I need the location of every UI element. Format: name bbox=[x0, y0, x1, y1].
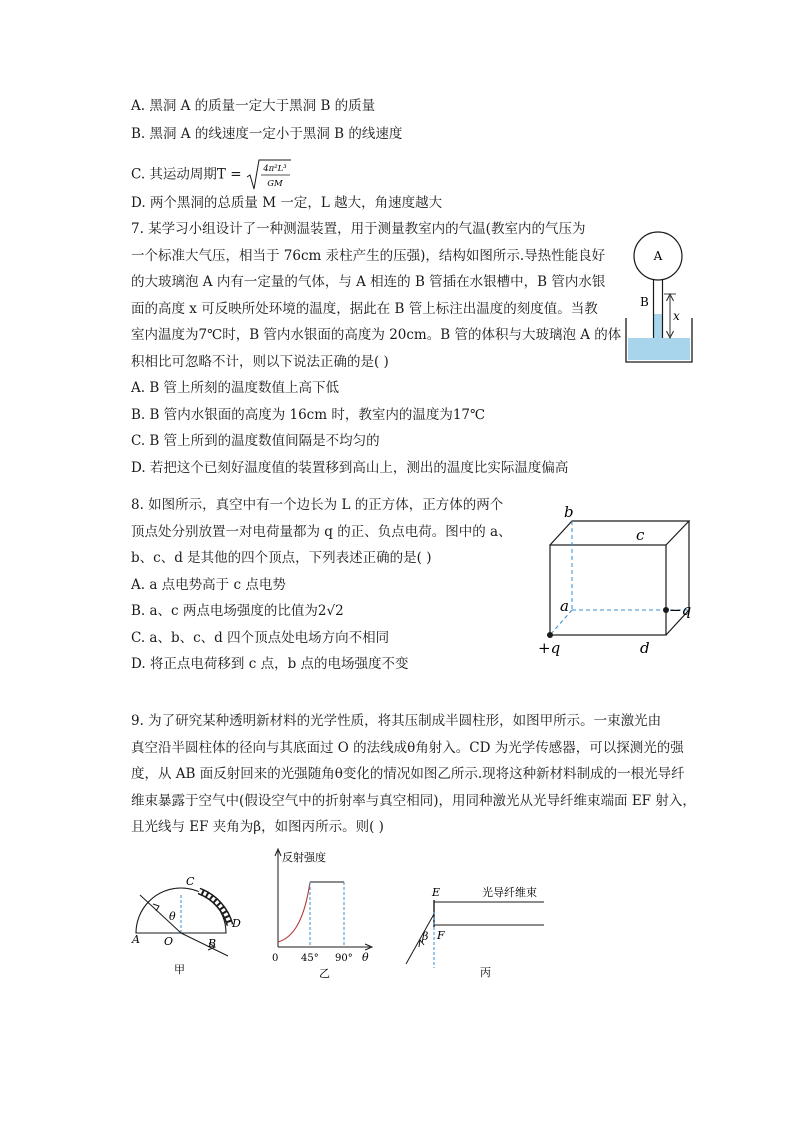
q7-option-a: A. B 管上所刻的温度数值上高下低 bbox=[131, 380, 340, 396]
tick-90-label: 90° bbox=[335, 953, 353, 964]
formula-denominator: GM bbox=[267, 179, 283, 189]
bulb-label: A bbox=[653, 249, 663, 263]
vertex-c-label: c bbox=[636, 526, 645, 544]
period-formula bbox=[246, 158, 292, 192]
q6-option-d: D. 两个黑洞的总质量 M 一定，L 越大，角速度越大 bbox=[131, 195, 443, 211]
negative-charge-label: −q bbox=[669, 601, 692, 619]
q8-line: 顶点处分别放置一对电荷量都为 q 的正、负点电荷。图中的 a、 bbox=[131, 523, 512, 540]
q9-line: 维束暴露于空气中(假设空气中的折射率与真空相同)，用同种激光从光导纤维束端面 EF 射入， bbox=[131, 792, 696, 809]
mercury-trough-fill bbox=[628, 338, 690, 360]
q9-line: 度，从 AB 面反射回来的光强随角θ变化的情况如图乙所示.现将这种新材料制成的一根光导纤 bbox=[131, 766, 685, 782]
cube-figure bbox=[530, 500, 700, 662]
vertex-d-label: d bbox=[640, 639, 650, 657]
q7-option-b: B. B 管内水银面的高度为 16cm 时，教室内的温度为17℃ bbox=[131, 406, 486, 423]
q7-option-c: C. B 管上所到的温度数值间隔是不均匀的 bbox=[131, 433, 380, 449]
q6-option-a: A. 黑洞 A 的质量一定大于黑洞 B 的质量 bbox=[131, 98, 376, 114]
q8-line: 8. 如图所示，真空中有一个边长为 L 的正方体，正方体的两个 bbox=[131, 497, 504, 513]
figure-bing bbox=[398, 878, 550, 981]
formula-numerator: 4π²L³ bbox=[263, 164, 287, 174]
height-label: x bbox=[673, 309, 680, 323]
q7-line: 7. 某学习小组设计了一种测温装置，用于测量教室内的气温(教室内的气压为 bbox=[131, 221, 586, 237]
q6-option-c bbox=[131, 158, 292, 192]
q8-option-c: C. a、b、c、d 四个顶点处电场方向不相同 bbox=[131, 629, 390, 646]
q7-line: 的大玻璃泡 A 内有一定量的气体，与 A 相连的 B 管插在水银槽中，B 管内水银 bbox=[131, 274, 606, 290]
tube-label: B bbox=[640, 295, 649, 309]
y-axis-label: 反射强度 bbox=[282, 851, 326, 864]
q9-line: 且光线与 EF 夹角为β，如图丙所示。则( ) bbox=[131, 819, 384, 835]
thermometer-figure bbox=[620, 228, 700, 368]
q8-stem bbox=[131, 492, 512, 678]
q7-line: 面的高度 x 可反映所处环境的温度，据此在 B 管上标注出温度的刻度值。当教 bbox=[131, 300, 598, 317]
x-axis-label: θ bbox=[362, 951, 369, 964]
incident-ray bbox=[406, 914, 434, 964]
cube-front-face bbox=[550, 545, 666, 635]
figure-yi bbox=[266, 845, 384, 981]
vertex-b-label: b bbox=[564, 503, 574, 521]
caption-jia: 甲 bbox=[174, 963, 185, 976]
point-o-label: O bbox=[164, 935, 174, 948]
q9-line: 真空沿半圆柱体的径向与其底面过 O 的法线成θ角射入。CD 为光学传感器，可以探测光的强 bbox=[131, 739, 684, 756]
point-d-label: D bbox=[232, 917, 241, 930]
tick-45-label: 45° bbox=[301, 953, 319, 964]
beta-label: β bbox=[422, 930, 429, 943]
q6-option-b: B. 黑洞 A 的线速度一定小于黑洞 B 的线速度 bbox=[131, 126, 403, 142]
caption-bing: 丙 bbox=[480, 966, 491, 979]
q7-line: 室内温度为7℃时，B 管内水银面的高度为 20cm。B 管的体积与大玻璃泡 A 的体 bbox=[131, 327, 622, 343]
q7-option-d: D. 若把这个已刻好温度值的装置移到高山上，测出的温度比实际温度偏高 bbox=[131, 459, 569, 476]
intensity-curve bbox=[278, 882, 310, 942]
theta-label: θ bbox=[169, 910, 176, 923]
q8-option-a: A. a 点电势高于 c 点电势 bbox=[131, 576, 286, 593]
q6-option-c-prefix: C. 其运动周期T = bbox=[131, 166, 242, 183]
vertex-a-label: a bbox=[560, 597, 569, 615]
positive-charge-label: +q bbox=[538, 639, 561, 657]
caption-yi: 乙 bbox=[319, 967, 330, 980]
q7-line: 积相比可忽略不计，则以下说法正确的是( ) bbox=[131, 353, 389, 370]
q9-line: 9. 为了研究某种透明新材料的光学性质，将其压制成半圆柱形，如图甲所示。一束激光由 bbox=[131, 713, 662, 729]
q9-stem bbox=[131, 708, 696, 841]
origin-label: 0 bbox=[272, 953, 279, 964]
point-b-label: B bbox=[208, 937, 217, 950]
point-a-label: A bbox=[132, 933, 140, 946]
point-c-label: C bbox=[186, 875, 195, 888]
q7-line: 一个标准大气压，相当于 76cm 汞柱产生的压强)，结构如图所示.导热性能良好 bbox=[131, 247, 606, 264]
point-f-label: F bbox=[437, 929, 445, 942]
point-e-label: E bbox=[432, 886, 441, 899]
fiber-label: 光导纤维束 bbox=[482, 886, 537, 899]
positive-charge bbox=[547, 632, 553, 638]
q8-option-b: B. a、c 两点电场强度的比值为2√2 bbox=[131, 603, 344, 619]
q8-option-d: D. 将正点电荷移到 c 点，b 点的电场强度不变 bbox=[131, 656, 409, 672]
q7-stem bbox=[131, 216, 621, 481]
figure-jia bbox=[128, 865, 250, 981]
q8-line: b、c、d 是其他的四个顶点，下列表述正确的是( ) bbox=[131, 550, 432, 566]
